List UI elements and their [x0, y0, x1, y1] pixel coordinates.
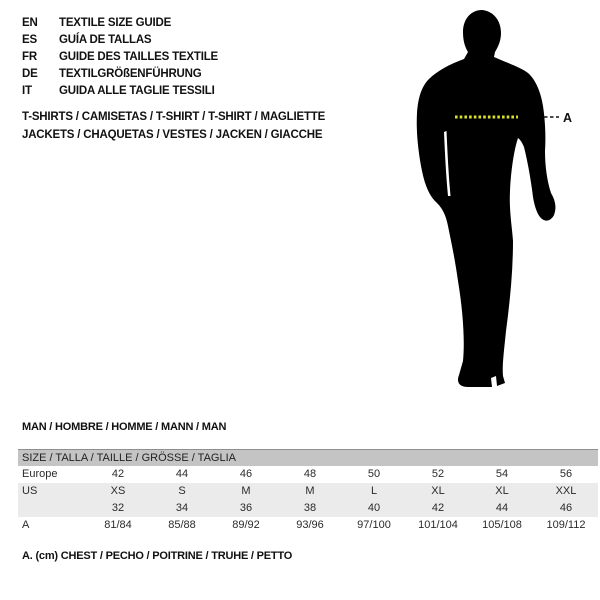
size-cell: 48: [303, 468, 317, 480]
measurement-footnote: A. (cm) CHEST / PECHO / POITRINE / TRUHE / PETTO: [22, 550, 293, 562]
size-cell: 97/100: [357, 519, 391, 531]
size-cell: 46: [239, 468, 253, 480]
size-cell: 109/112: [546, 519, 586, 531]
size-cell: 52: [431, 468, 445, 480]
language-label: GUÍA DE TALLAS: [59, 34, 152, 46]
language-code: ES: [22, 34, 37, 46]
garment-categories: [22, 109, 325, 144]
row-label: [18, 500, 86, 517]
size-cell: 54: [495, 468, 509, 480]
size-cell: 42: [431, 502, 445, 514]
size-cell: 32: [111, 502, 125, 514]
size-cell: M: [305, 485, 315, 497]
language-label: GUIDA ALLE TAGLIE TESSILI: [59, 85, 215, 97]
language-label: TEXTILGRÖßENFÜHRUNG: [59, 68, 202, 80]
language-row-en: [22, 15, 218, 32]
row-label: Europe: [22, 468, 58, 480]
language-label: TEXTILE SIZE GUIDE: [59, 17, 172, 29]
language-row-it: [22, 83, 218, 100]
size-cell: 40: [367, 502, 381, 514]
size-cell: 81/84: [104, 519, 132, 531]
table-row-europe: [18, 466, 598, 483]
size-cell: M: [241, 485, 251, 497]
size-cell: XS: [110, 485, 126, 497]
table-row-us-numeric: [18, 500, 598, 517]
size-cell: 44: [175, 468, 189, 480]
size-table-header: SIZE / TALLA / TAILLE / GRÖSSE / TAGLIA: [18, 449, 598, 466]
size-cell: L: [370, 485, 378, 497]
section-title-man: MAN / HOMBRE / HOMME / MANN / MAN: [22, 421, 227, 433]
language-row-fr: [22, 49, 218, 66]
size-cell: 46: [559, 502, 573, 514]
row-label: US: [22, 485, 38, 497]
language-row-es: [22, 32, 218, 49]
measure-label-a: A: [563, 111, 573, 125]
size-cell: 42: [111, 468, 125, 480]
man-silhouette-body: [417, 10, 556, 387]
category-line-tshirts: T-SHIRTS / CAMISETAS / T-SHIRT / T-SHIRT / MAGLIETTE: [22, 111, 326, 123]
size-cell: 44: [495, 502, 509, 514]
size-cell: XXL: [555, 485, 577, 497]
man-silhouette: [405, 5, 595, 400]
size-cell: 38: [303, 502, 317, 514]
figure-area: [405, 5, 595, 400]
language-code: DE: [22, 68, 38, 80]
language-row-de: [22, 66, 218, 83]
size-cell: 50: [367, 468, 381, 480]
row-label: A: [22, 519, 30, 531]
size-cell: XL: [495, 485, 509, 497]
language-list: [22, 15, 218, 100]
size-cell: 105/108: [482, 519, 522, 531]
size-cell: 89/92: [232, 519, 260, 531]
table-row-us: [18, 483, 598, 500]
size-cell: 85/88: [168, 519, 196, 531]
size-cell: S: [178, 485, 186, 497]
size-cell: 93/96: [296, 519, 324, 531]
size-table: [18, 449, 598, 534]
size-cell: XL: [431, 485, 445, 497]
category-line-jackets: JACKETS / CHAQUETAS / VESTES / JACKEN / GIACCHE: [22, 128, 323, 141]
size-cell: 101/104: [418, 519, 458, 531]
language-label: GUIDE DES TAILLES TEXTILE: [59, 51, 218, 63]
language-code: FR: [22, 51, 37, 63]
size-cell: 34: [175, 502, 189, 514]
table-row-chest-cm: [18, 517, 598, 534]
language-code: EN: [22, 17, 38, 29]
size-cell: 36: [239, 502, 253, 514]
size-cell: 56: [559, 468, 573, 480]
language-code: IT: [22, 85, 32, 97]
